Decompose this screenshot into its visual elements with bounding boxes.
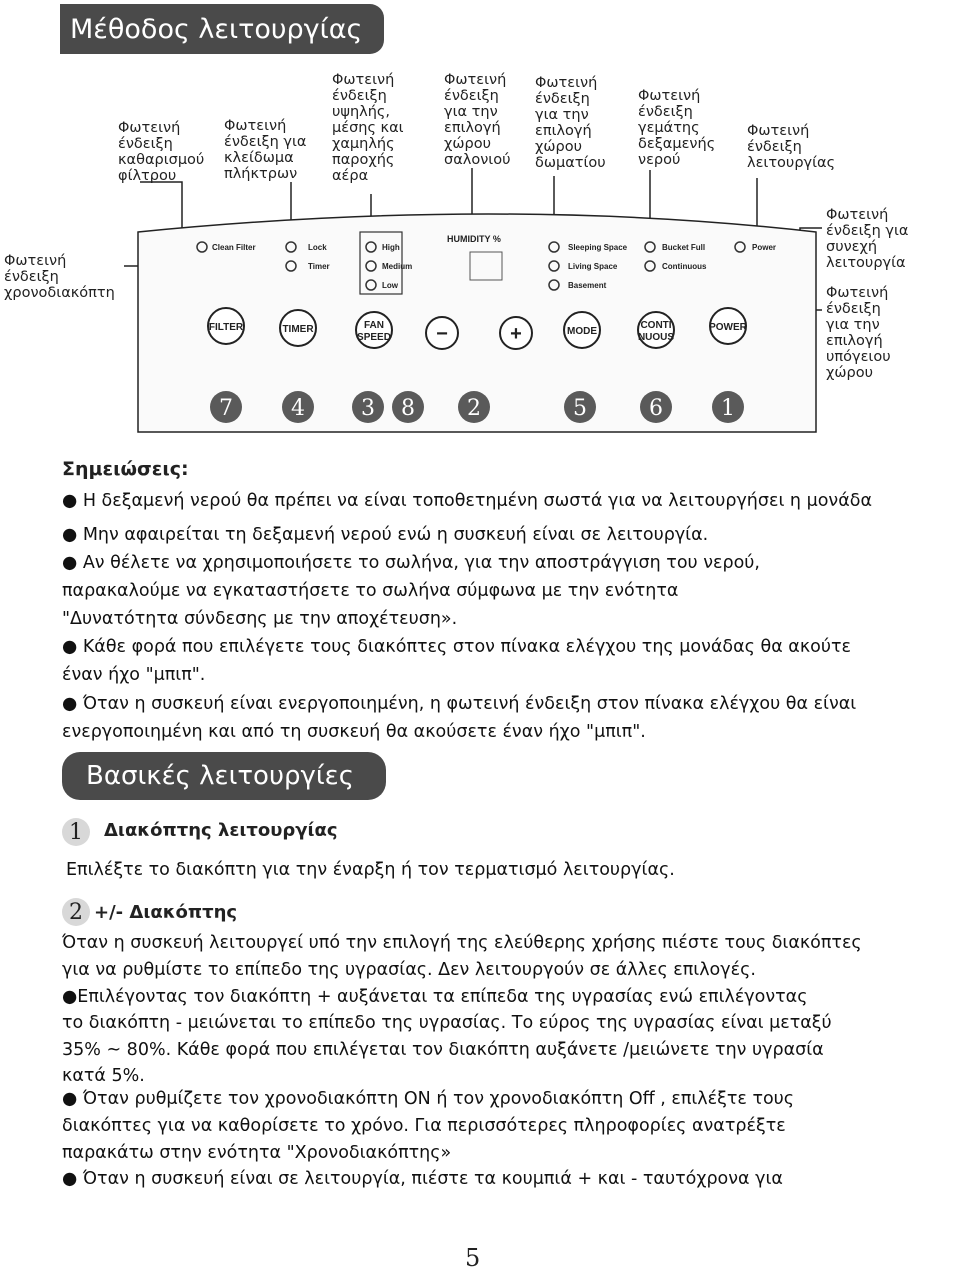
note-line: ● Αν θέλετε να χρησιμοποιήσετε το σωλήνα, για την αποστράγγιση του νερού, [62, 553, 760, 573]
panel-text-medium: Medium [382, 262, 413, 271]
panel-text-bucket-full: Bucket Full [662, 243, 706, 252]
number-6: 6 [649, 396, 663, 421]
basic-functions-title: Βασικές λειτουργίες [86, 761, 354, 791]
number-2: 2 [467, 396, 481, 421]
note-line: παρακαλούμε να εγκαταστήσετε το σωλήνα σύμφωνα με την ενότητα [62, 581, 679, 601]
control-panel-diagram [0, 0, 960, 440]
note-line: ● Μην αφαιρείται τη δεξαμενή νερού ενώ η συσκευή είναι σε λειτουργία. [62, 525, 709, 545]
continuous-button-label-1: CONTI [640, 320, 672, 331]
panel-text-sleeping-space: Sleeping Space [568, 243, 628, 252]
section-title-power-switch: Διακόπτης λειτουργίας [104, 820, 338, 841]
section-2-line: διακόπτες για να καθορίσετε το χρόνο. Για περισσότερες πληροφορίες ανατρέξτε [62, 1116, 786, 1136]
section-2-line: ● Όταν ρυθμίζετε τον χρονοδιακόπτη ON ή τον χρονοδιακόπτη Off , επιλέξτε τους [62, 1089, 795, 1109]
panel-text-lock: Lock [308, 243, 327, 252]
note-line: "Δυνατότητα σύνδεσης με την αποχέτευση». [62, 609, 458, 629]
label-fan-indicator: Φωτεινή ένδειξη υψηλής, μέσης και χαμηλής παροχής αέρα [332, 72, 404, 184]
section-2-line: παρακάτω στην ενότητα "Χρονοδιακόπτης» [62, 1143, 452, 1163]
label-basement-indicator: Φωτεινή ένδειξη για την επιλογή υπόγειου χώρου [826, 285, 891, 381]
section-2-line: το διακόπτη - μειώνεται το επίπεδο της υγρασίας. Το εύρος της υγρασίας είναι μεταξύ [62, 1013, 832, 1033]
label-sleeping-indicator: Φωτεινή ένδειξη για την επιλογή χώρου δωματίου [535, 75, 606, 171]
label-power-indicator: Φωτεινή ένδειξη λειτουργίας [747, 123, 836, 171]
section-header-basic-functions [62, 752, 386, 800]
label-bucket-indicator: Φωτεινή ένδειξη γεμάτης δεξαμενής νερού [638, 88, 716, 168]
section-2-line: 35% ~ 80%. Κάθε φορά που επιλέγεται τον διακόπτη αυξάνετε /μειώνετε την υγρασία [62, 1040, 824, 1060]
section-2-line: Όταν η συσκευή λειτουργεί υπό την επιλογή της ελεύθερης χρήσης πιέστε τους διακόπτες [62, 933, 862, 953]
section-1-text: Επιλέξτε το διακόπτη για την έναρξη ή τον τερματισμό λειτουργίας. [66, 860, 675, 880]
note-line: ● Όταν η συσκευή είναι ενεργοποιημένη, η φωτεινή ένδειξη στον πίνακα ελέγχου θα είναι [62, 694, 857, 714]
filter-button-label: FILTER [208, 322, 244, 333]
number-3: 3 [361, 396, 375, 421]
panel-text-low: Low [382, 281, 398, 290]
number-1: 1 [721, 396, 735, 421]
section-2-line: ●Επιλέγοντας τον διακόπτη + αυξάνεται τα επίπεδα της υγρασίας ενώ επιλέγοντας [62, 987, 808, 1007]
panel-text-basement: Basement [568, 281, 607, 290]
panel-text-continuous: Continuous [662, 262, 707, 271]
section-number-2: 2 [62, 898, 90, 926]
section-title-plus-minus-switch: +/- Διακόπτης [94, 902, 238, 923]
section-2-line: για να ρυθμίστε το επίπεδο της υγρασίας. Δεν λειτουργούν σε άλλες επιλογές. [62, 960, 756, 980]
note-line: ενεργοποιημένη και από τη συσκευή θα ακούσετε έναν ήχο "μπιπ". [62, 722, 646, 742]
section-2-line: κατά 5%. [62, 1066, 145, 1086]
panel-text-timer: Timer [308, 262, 330, 271]
section-number-1: 1 [62, 818, 90, 846]
panel-text-living-space: Living Space [568, 262, 618, 271]
number-5: 5 [573, 396, 587, 421]
panel-text-high: High [382, 243, 400, 252]
page-number: 5 [465, 1244, 481, 1272]
label-timer-indicator: Φωτεινή ένδειξη χρονοδιακόπτη [4, 253, 115, 301]
plus-button-label: + [510, 323, 522, 345]
note-line: έναν ήχο "μπιπ". [62, 665, 206, 685]
label-living-indicator: Φωτεινή ένδειξη για την επιλογή χώρου σαλονιού [444, 72, 511, 168]
label-filter-indicator: Φωτεινή ένδειξη καθαρισμού φίλτρου [118, 120, 205, 184]
timer-button-label: TIMER [282, 324, 314, 335]
number-4: 4 [291, 396, 305, 421]
power-button-label: POWER [709, 322, 747, 333]
number-7: 7 [219, 396, 233, 421]
note-line: ● Η δεξαμενή νερού θα πρέπει να είναι τοποθετημένη σωστά για να λειτουργήσει η μονάδα [62, 491, 872, 511]
minus-button-label: − [436, 323, 448, 345]
fan-speed-button-label-2: SPEED [357, 332, 391, 343]
panel-text-power: Power [752, 243, 777, 252]
section-2-line: ● Όταν η συσκευή είναι σε λειτουργία, πιέστε τα κουμπιά + και - ταυτόχρονα για [62, 1169, 783, 1189]
page-title: Μέθοδος λειτουργίας [70, 13, 363, 45]
panel-text-humidity: HUMIDITY % [447, 234, 501, 244]
continuous-button-label-2: NUOUS [637, 332, 675, 343]
number-8: 8 [401, 396, 415, 421]
notes-title: Σημειώσεις: [62, 458, 189, 480]
label-lock-indicator: Φωτεινή ένδειξη για κλείδωμα πλήκτρων [224, 118, 307, 182]
mode-button-label: MODE [567, 326, 597, 337]
note-line: ● Κάθε φορά που επιλέγετε τους διακόπτες στον πίνακα ελέγχου της μονάδας θα ακούτε [62, 637, 851, 657]
label-continuous-indicator: Φωτεινή ένδειξη για συνεχή λειτουργία [826, 207, 909, 271]
fan-speed-button-label-1: FAN [364, 320, 384, 331]
panel-text-clean-filter: Clean Filter [212, 243, 256, 252]
